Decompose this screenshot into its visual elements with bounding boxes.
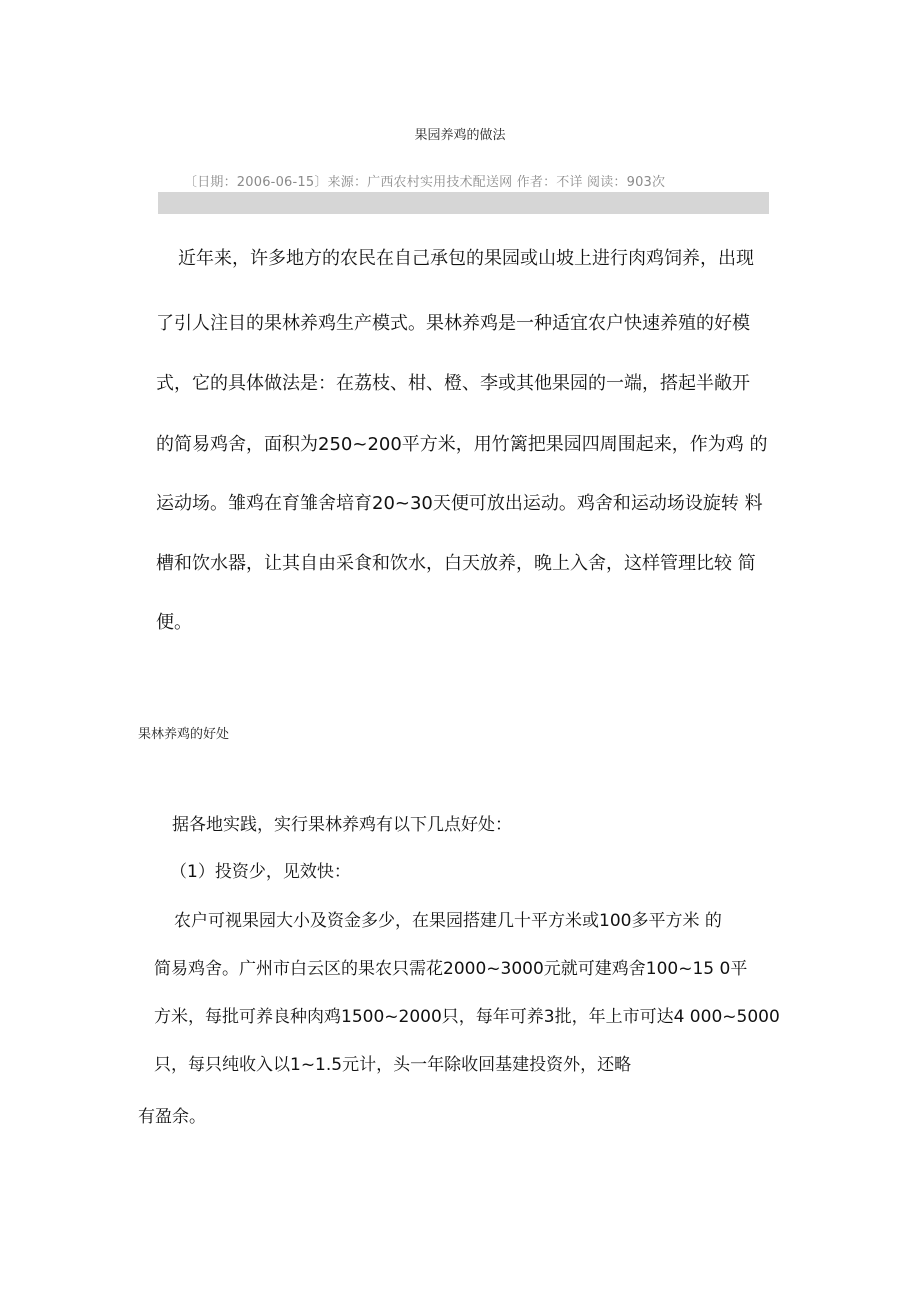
intro-line: 据各地实践，实行果林养鸡有以下几点好处： [172,815,512,835]
page-title: 果园养鸡的做法 [414,128,506,143]
paragraph-line: 近年来，许多地方的农民在自己承包的果园或山坡上进行肉鸡饲养，出现 [178,248,754,269]
article-meta: 〔日期：2006-06-15〕来源：广西农村实用技术配送网 作者：不详 阅读：903次 [184,175,666,190]
paragraph-line: 便。 [156,612,192,633]
paragraph-line: 农户可视果园大小及资金多少，在果园搭建几十平方米或100多平方米 的 [174,911,722,931]
paragraph-line: 槽和饮水器，让其自由采食和饮水，白天放养，晚上入舍，这样管理比较 简 [156,553,756,574]
paragraph-line: 方米，每批可养良种肉鸡1500~2000只，每年可养3批，年上市可达4 000~5000 [154,1007,780,1027]
paragraph-line: 只，每只纯收入以1~1.5元计，头一年除收回基建投资外，还略 [154,1055,632,1075]
paragraph-line: 的简易鸡舍，面积为250~200平方米，用竹篱把果园四周围起来，作为鸡 的 [156,434,768,455]
paragraph-line: 运动场。雏鸡在育雏舍培育20~30天便可放出运动。鸡舍和运动场设旋转 料 [156,493,763,514]
section-heading: 果林养鸡的好处 [138,727,230,742]
paragraph-line: 有盈余。 [138,1107,206,1127]
header-divider-bar [158,192,769,214]
paragraph-line: 简易鸡舍。广州市白云区的果农只需花2000~3000元就可建鸡舍100~15 0平 [154,959,748,979]
paragraph-line: 了引人注目的果林养鸡生产模式。果林养鸡是一种适宜农户快速养殖的好模 [156,313,750,334]
paragraph-line: 式，它的具体做法是：在荔枝、柑、橙、李或其他果园的一端，搭起半敞开 [156,373,750,394]
point-title: （1）投资少，见效快： [170,862,351,882]
